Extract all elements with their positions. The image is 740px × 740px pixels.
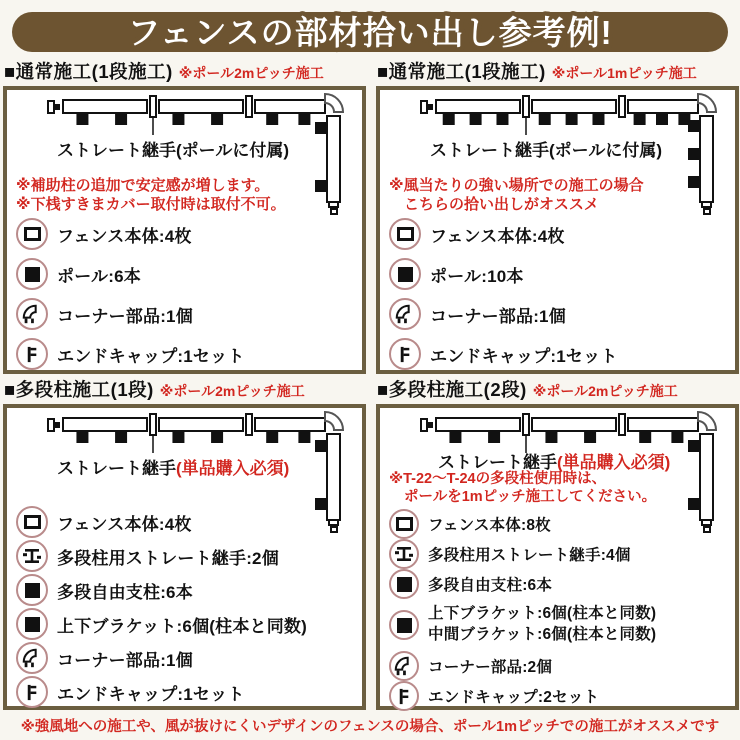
- fence-body-icon: [397, 227, 414, 241]
- part-icon-circle: [389, 539, 419, 569]
- endcap-icon: [396, 345, 415, 364]
- endcap-icon: [395, 687, 414, 706]
- part-icon-circle: [389, 569, 419, 599]
- pitch-note: ※ポール2mピッチ施工: [532, 383, 678, 399]
- panel-box: [3, 404, 366, 710]
- pole-icon: [25, 617, 40, 632]
- panel-box: [3, 86, 366, 374]
- part-label: ポール:10本: [430, 266, 524, 286]
- diagram-note: [16, 176, 286, 214]
- joint-label: [57, 454, 289, 479]
- diagram-note-line: ※補助柱の追加で安定感が増します。: [16, 177, 270, 194]
- part-label: 上下ブラケット:6個(柱本と同数): [428, 605, 657, 623]
- part-row: [389, 294, 731, 334]
- part-row: [16, 539, 358, 573]
- title-banner: [0, 0, 740, 56]
- parts-list: [16, 505, 358, 709]
- part-row: [389, 509, 731, 539]
- part-label: エンドキャップ:2セット: [428, 689, 600, 706]
- part-label: 多段自由支柱:6本: [428, 577, 553, 594]
- part-label: 多段自由支柱:6本: [57, 582, 193, 602]
- panel-normal-1m: [376, 56, 739, 374]
- part-row: [389, 599, 731, 651]
- part-icon-circle: [16, 608, 48, 640]
- pitch-note: ※ポール2mピッチ施工: [178, 65, 324, 81]
- part-row: [389, 651, 731, 681]
- joint-label-red-suffix: (単品購入必須): [176, 459, 290, 478]
- pole-icon: [398, 267, 413, 282]
- panel-title: ■多段柱施工(2段): [377, 379, 527, 400]
- panel-header: [4, 58, 366, 84]
- diagram-note-line: ※T-22〜T-24の多段柱使用時は、: [389, 471, 607, 487]
- part-label: 多段柱用ストレート継手:4個: [428, 547, 631, 564]
- pitch-note: ※ポール2mピッチ施工: [159, 383, 305, 399]
- part-row: [16, 294, 358, 334]
- part-icon-circle: [389, 681, 419, 711]
- title-banner-graphic: [12, 0, 728, 56]
- panel-multistage-2: [376, 374, 739, 710]
- part-label: エンドキャップ:1セット: [57, 684, 245, 704]
- panel-header: [4, 376, 366, 402]
- part-label: ポール:6本: [57, 266, 141, 286]
- part-row: [16, 573, 358, 607]
- part-icon-circle: [389, 218, 421, 250]
- fence-body-icon: [396, 517, 413, 531]
- part-label: 中間ブラケット:6個(柱本と同数): [428, 626, 657, 643]
- part-label: コーナー部品:1個: [57, 650, 193, 670]
- pole-icon: [25, 267, 40, 282]
- joint-label: [57, 136, 289, 161]
- part-row: [389, 214, 731, 254]
- panel-title: ■多段柱施工(1段): [4, 379, 154, 400]
- panel-normal-2m: [3, 56, 366, 374]
- multistage-joint-icon: [394, 544, 414, 564]
- diagram-note-line: ※下桟すきまカバー取付時は取付不可。: [16, 196, 286, 214]
- parts-list: [16, 214, 358, 374]
- joint-label-text: ストレート継手(ポールに付属): [430, 141, 662, 160]
- part-row: [389, 569, 731, 599]
- page-title: フェンスの部材拾い出し参考例!: [127, 14, 613, 51]
- panel-box: [376, 404, 739, 710]
- footer-note: ※強風地への施工や、風が抜けにくいデザインのフェンスの場合、ポール1mピッチでの施工がオススメです: [20, 719, 720, 735]
- joint-label: [438, 448, 670, 473]
- corner-icon: [21, 647, 43, 669]
- joint-label-text: ストレート継手: [438, 453, 557, 472]
- pole-icon: [397, 577, 412, 592]
- corner-icon: [393, 655, 415, 677]
- joint-label-text: ストレート継手(ポールに付属): [57, 141, 289, 160]
- part-label: コーナー部品:2個: [428, 659, 553, 676]
- parts-list: [389, 509, 731, 711]
- part-icon-circle: [389, 298, 421, 330]
- diagram-note: [389, 176, 644, 214]
- panel-header: [377, 376, 739, 402]
- part-icon-circle: [16, 642, 48, 674]
- part-icon-circle: [16, 506, 48, 538]
- part-label: フェンス本体:8枚: [428, 517, 551, 534]
- part-label: エンドキャップ:1セット: [430, 346, 618, 366]
- part-row: [16, 334, 358, 374]
- part-icon-circle: [16, 218, 48, 250]
- part-icon-circle: [16, 258, 48, 290]
- fence-body-icon: [24, 227, 41, 241]
- part-label: 上下ブラケット:6個(柱本と同数): [57, 616, 307, 636]
- part-label: フェンス本体:4枚: [57, 514, 192, 534]
- part-row: [16, 641, 358, 675]
- part-icon-circle: [389, 509, 419, 539]
- panel-title: ■通常施工(1段施工): [4, 61, 173, 82]
- joint-label: [430, 136, 662, 161]
- fence-body-icon: [24, 515, 41, 529]
- multistage-joint-icon: [22, 546, 42, 566]
- pole-icon: [25, 583, 40, 598]
- diagram-note-line: ※風当たりの強い場所での施工の場合: [389, 177, 644, 194]
- part-icon-circle: [16, 298, 48, 330]
- part-row: [16, 675, 358, 709]
- part-icon-circle: [16, 540, 48, 572]
- parts-list: [389, 214, 731, 374]
- diagram-note-line: ポールを1mピッチ施工してください。: [404, 488, 657, 505]
- endcap-icon: [23, 345, 42, 364]
- endcap-icon: [23, 683, 42, 702]
- panel-grid: [0, 56, 740, 710]
- part-label: フェンス本体:4枚: [57, 226, 192, 246]
- panel-box: [376, 86, 739, 374]
- part-icon-circle: [16, 676, 48, 708]
- part-row: [389, 539, 731, 569]
- part-icon-circle: [389, 338, 421, 370]
- panel-multistage-1: [3, 374, 366, 710]
- part-icon-circle: [16, 574, 48, 606]
- part-label: コーナー部品:1個: [57, 306, 193, 326]
- pitch-note: ※ポール1mピッチ施工: [551, 65, 697, 81]
- part-row: [16, 607, 358, 641]
- diagram-note-line: こちらの拾い出しがオススメ: [404, 196, 599, 214]
- part-label: エンドキャップ:1セット: [57, 346, 245, 366]
- diagram-note: [389, 471, 656, 506]
- corner-icon: [21, 303, 43, 325]
- part-row: [16, 254, 358, 294]
- part-row: [389, 334, 731, 374]
- joint-label-text: ストレート継手: [57, 459, 176, 478]
- panel-header: [377, 58, 739, 84]
- joint-label-red-suffix: (単品購入必須): [557, 453, 671, 472]
- part-row: [16, 505, 358, 539]
- part-row: [16, 214, 358, 254]
- part-icon-circle: [389, 651, 419, 681]
- panel-title: ■通常施工(1段施工): [377, 61, 546, 82]
- part-label-group: [428, 604, 656, 646]
- part-row: [389, 681, 731, 711]
- pole-icon: [397, 618, 412, 633]
- part-icon-circle: [16, 338, 48, 370]
- part-icon-circle: [389, 610, 419, 640]
- part-label: コーナー部品:1個: [430, 306, 566, 326]
- part-row: [389, 254, 731, 294]
- part-icon-circle: [389, 258, 421, 290]
- part-label: フェンス本体:4枚: [430, 226, 565, 246]
- part-label: 多段柱用ストレート継手:2個: [57, 548, 279, 568]
- corner-icon: [394, 303, 416, 325]
